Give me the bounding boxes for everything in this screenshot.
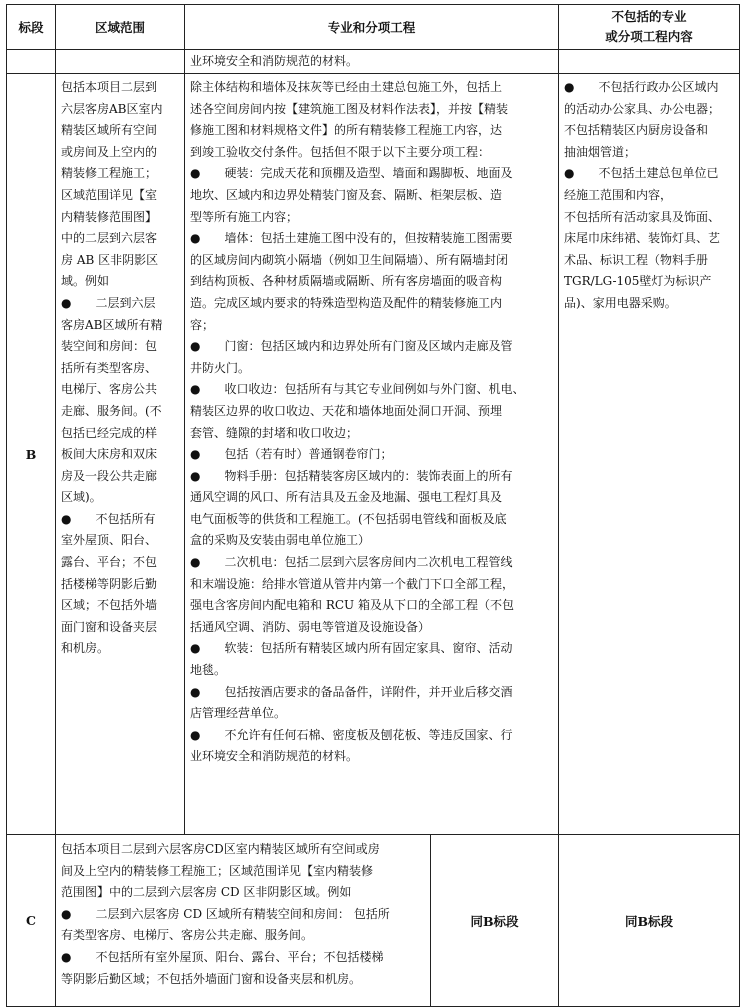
row-c-works: 同B标段 bbox=[431, 835, 559, 1007]
row-b-works-line: ● 收口收边：包括所有与其它专业间例如与外门窗、机电、 bbox=[190, 382, 525, 397]
row-b-region-line: 或房间及上空内的 bbox=[61, 144, 158, 159]
row-c-region-line: ● 二层到六层客房 CD 区域所有精装空间和房间： 包括所 bbox=[61, 906, 390, 921]
row-c-region bbox=[56, 835, 431, 1007]
row-b-region-line: 包括本项目二层到 bbox=[61, 80, 158, 94]
row-b-excluded-line: 抽油烟管道； bbox=[564, 144, 637, 159]
row-b-excluded-line: 术品、标识工程（物料手册 bbox=[564, 252, 709, 267]
row-b-region bbox=[56, 74, 185, 835]
row-b-region-line: 板间大床房和双床 bbox=[61, 447, 158, 462]
row-c-region-lines bbox=[61, 839, 427, 990]
row-b-works-line: 店管理经营单位。 bbox=[190, 706, 287, 721]
row-b-works-line: 容； bbox=[190, 317, 215, 332]
row-b-works-line: ● 不允许有任何石棉、密度板及刨花板、等违反国家、行 bbox=[190, 727, 513, 742]
row-b-region-line: 走廊、服务间。(不 bbox=[61, 403, 162, 418]
row-b-works-line: 地毯。 bbox=[190, 663, 227, 678]
row-b-region-line: ● 二层到六层 bbox=[61, 295, 156, 310]
row-b-works-line: 套管、缝隙的封堵和收口收边； bbox=[190, 425, 359, 440]
row-b-works-line: 除主体结构和墙体及抹灰等已经由土建总包施工外，包括上 bbox=[190, 80, 503, 94]
row-b-region-line: 括楼梯等阴影后勤 bbox=[61, 576, 158, 591]
row-b-works-line: 电气面板等的供货和工程施工。(不包括弱电管线和面板及底 bbox=[190, 511, 507, 526]
row-b-region-line: 区域范围详见【室 bbox=[61, 187, 158, 202]
row-b-excluded-line: 不包括精装区内厨房设备和 bbox=[564, 123, 709, 138]
row-b-region-line: 面门窗和设备夹层 bbox=[61, 619, 158, 634]
row-c bbox=[7, 835, 740, 1007]
row-b-works-line: ● 二次机电：包括二层到六层客房间内二次机电工程管线 bbox=[190, 555, 513, 570]
continuation-row bbox=[7, 50, 740, 74]
row-b-region-line: 括所有类型客房、 bbox=[61, 360, 158, 375]
row-b-region-line: 区域；不包括外墙 bbox=[61, 598, 158, 613]
row-b-works-line: 到竣工验收交付条件。包括但不限于以下主要分项工程： bbox=[190, 144, 491, 159]
row-b-excluded-line: 经施工范围和内容， bbox=[564, 187, 673, 202]
row-b-works-line: 地坎、区域内和边界处精装门窗及套、隔断、柜架层板、造 bbox=[190, 187, 503, 202]
row-b-region-line: 房及一段公共走廊 bbox=[61, 468, 158, 483]
row-b-works-line: 修施工图和材料规格文件】的所有精装修工程施工内容，达 bbox=[190, 123, 503, 138]
row-c-excluded: 同B标段 bbox=[559, 835, 740, 1007]
row-c-region-line: 等阴影后勤区域；不包括外墙面门窗和设备夹层和机房。 bbox=[61, 971, 362, 986]
row-b-region-line: 客房AB区域所有精 bbox=[61, 317, 163, 332]
scope-table bbox=[6, 4, 740, 1007]
row-b-region-line: 电梯厅、客房公共 bbox=[61, 382, 158, 397]
row-b-region-line: 精装区域所有空间 bbox=[61, 123, 158, 138]
row-b-region-line: 区域)。 bbox=[61, 490, 102, 505]
row-b-works-line: 的区域房间内砌筑小隔墙（例如卫生间隔墙）、所有隔墙封闭 bbox=[190, 252, 509, 267]
row-b-works-line: 通风空调的风口、所有洁具及五金及地漏、强电工程灯具及 bbox=[190, 490, 503, 505]
row-b-works-line: 型等所有施工内容； bbox=[190, 209, 299, 224]
row-b-works-line: ● 硬装：完成天花和顶棚及造型、墙面和踢脚板、地面及 bbox=[190, 166, 513, 181]
row-b-excluded-line: ● 不包括土建总包单位已 bbox=[564, 166, 719, 181]
row-b-works-line: 造。完成区域内要求的特殊造型构造及配件的精装修施工内 bbox=[190, 295, 503, 310]
row-b-works-line: ● 物料手册：包括精装客房区域内的：装饰表面上的所有 bbox=[190, 468, 513, 483]
row-b-works-line: 业环境安全和消防规范的材料。 bbox=[190, 749, 359, 764]
row-b-works-line: 强电含客房间内配电箱和 RCU 箱及从下口的全部工程（不包 bbox=[190, 598, 514, 613]
header-region: 区域范围 bbox=[56, 5, 185, 50]
row-c-region-line: ● 不包括所有室外屋顶、阳台、露台、平台；不包括楼梯 bbox=[61, 949, 384, 964]
section-c-label: C bbox=[7, 835, 56, 1007]
row-b bbox=[7, 74, 740, 835]
row-b-works bbox=[185, 74, 559, 835]
header-row bbox=[7, 5, 740, 50]
row-b-excluded-lines bbox=[564, 77, 736, 315]
row-b-excluded-line: ● 不包括行政办公区域内 bbox=[564, 80, 719, 94]
row-b-region-lines bbox=[61, 77, 182, 660]
row-b-excluded-line: TGR/LG-105壁灯为标识产 bbox=[564, 274, 712, 289]
row-b-region-line: ● 不包括所有 bbox=[61, 511, 156, 526]
row-b-works-line: ● 包括按酒店要求的备品备件，详附件，并开业后移交酒 bbox=[190, 684, 513, 699]
header-section: 标段 bbox=[7, 5, 56, 50]
row-b-region-line: 域。例如 bbox=[61, 274, 110, 289]
row-c-region-line: 范围图】中的二层到六层客房 CD 区非阴影区域。例如 bbox=[61, 885, 352, 900]
row-b-works-line: ● 包括（若有时）普通钢卷帘门； bbox=[190, 447, 393, 462]
row-b-region-line: 露台、平台；不包 bbox=[61, 555, 158, 570]
row-b-works-line: 盒的采购及安装由弱电单位施工） bbox=[190, 533, 371, 548]
row-b-works-line: ● 墙体：包括土建施工图中没有的，但按精装施工图需要 bbox=[190, 231, 513, 246]
row-b-region-line: 中的二层到六层客 bbox=[61, 231, 158, 246]
row-b-excluded-line: 的活动办公家具、办公电器； bbox=[564, 101, 721, 116]
row-b-region-line: 内精装修范围图】 bbox=[61, 209, 158, 224]
row-b-works-line: 述各空间房间内按【建筑施工图及材料作法表】，并按【精装 bbox=[190, 101, 509, 116]
row-b-works-line: 到结构顶板、各种材质隔墙或隔断、所有客房墙面的吸音构 bbox=[190, 274, 503, 289]
row-b-works-lines bbox=[190, 77, 555, 768]
header-works: 专业和分项工程 bbox=[185, 5, 559, 50]
row-c-region-line: 有类型客房、电梯厅、客房公共走廊、服务间。 bbox=[61, 928, 314, 943]
row-b-region-line: 室外屋顶、阳台、 bbox=[61, 533, 158, 548]
row-c-region-line: 包括本项目二层到六层客房CD区室内精装区域所有空间或房 bbox=[61, 842, 380, 856]
continuation-text: 业环境安全和消防规范的材料。 bbox=[185, 50, 559, 74]
row-b-works-line: ● 软装：包括所有精装区域内所有固定家具、窗帘、活动 bbox=[190, 641, 513, 656]
section-b-label: B bbox=[7, 74, 56, 835]
row-b-excluded-line: 床尾巾床纬裙、装饰灯具、艺 bbox=[564, 231, 721, 246]
row-b-region-line: 和机房。 bbox=[61, 641, 110, 656]
row-b-works-line: 括通风空调、消防、弱电等管道及设施设备） bbox=[190, 619, 431, 634]
row-b-works-line: 和末端设施：给排水管道从管井内第一个截门下口全部工程， bbox=[190, 576, 515, 591]
row-b-region-line: 精装修工程施工； bbox=[61, 166, 158, 181]
row-b-works-line: 精装区边界的收口收边、天花和墙体地面处洞口开洞、预埋 bbox=[190, 403, 503, 418]
row-b-region-line: 包括已经完成的样 bbox=[61, 425, 158, 440]
header-excluded: 不包括的专业 或分项工程内容 bbox=[559, 5, 740, 50]
row-b-excluded-line: 不包括所有活动家具及饰面、 bbox=[564, 209, 721, 224]
row-b-works-line: 井防火门。 bbox=[190, 360, 251, 375]
row-b-region-line: 房 AB 区非阴影区 bbox=[61, 252, 159, 267]
row-b-region-line: 六层客房AB区室内 bbox=[61, 101, 163, 116]
row-b-excluded bbox=[559, 74, 740, 835]
row-b-excluded-line: 品)、家用电器采购。 bbox=[564, 295, 677, 310]
row-b-region-line: 装空间和房间：包 bbox=[61, 339, 158, 354]
row-c-region-line: 间及上空内的精装修工程施工；区域范围详见【室内精装修 bbox=[61, 863, 374, 878]
row-b-works-line: ● 门窗：包括区域内和边界处所有门窗及区域内走廊及管 bbox=[190, 339, 513, 354]
